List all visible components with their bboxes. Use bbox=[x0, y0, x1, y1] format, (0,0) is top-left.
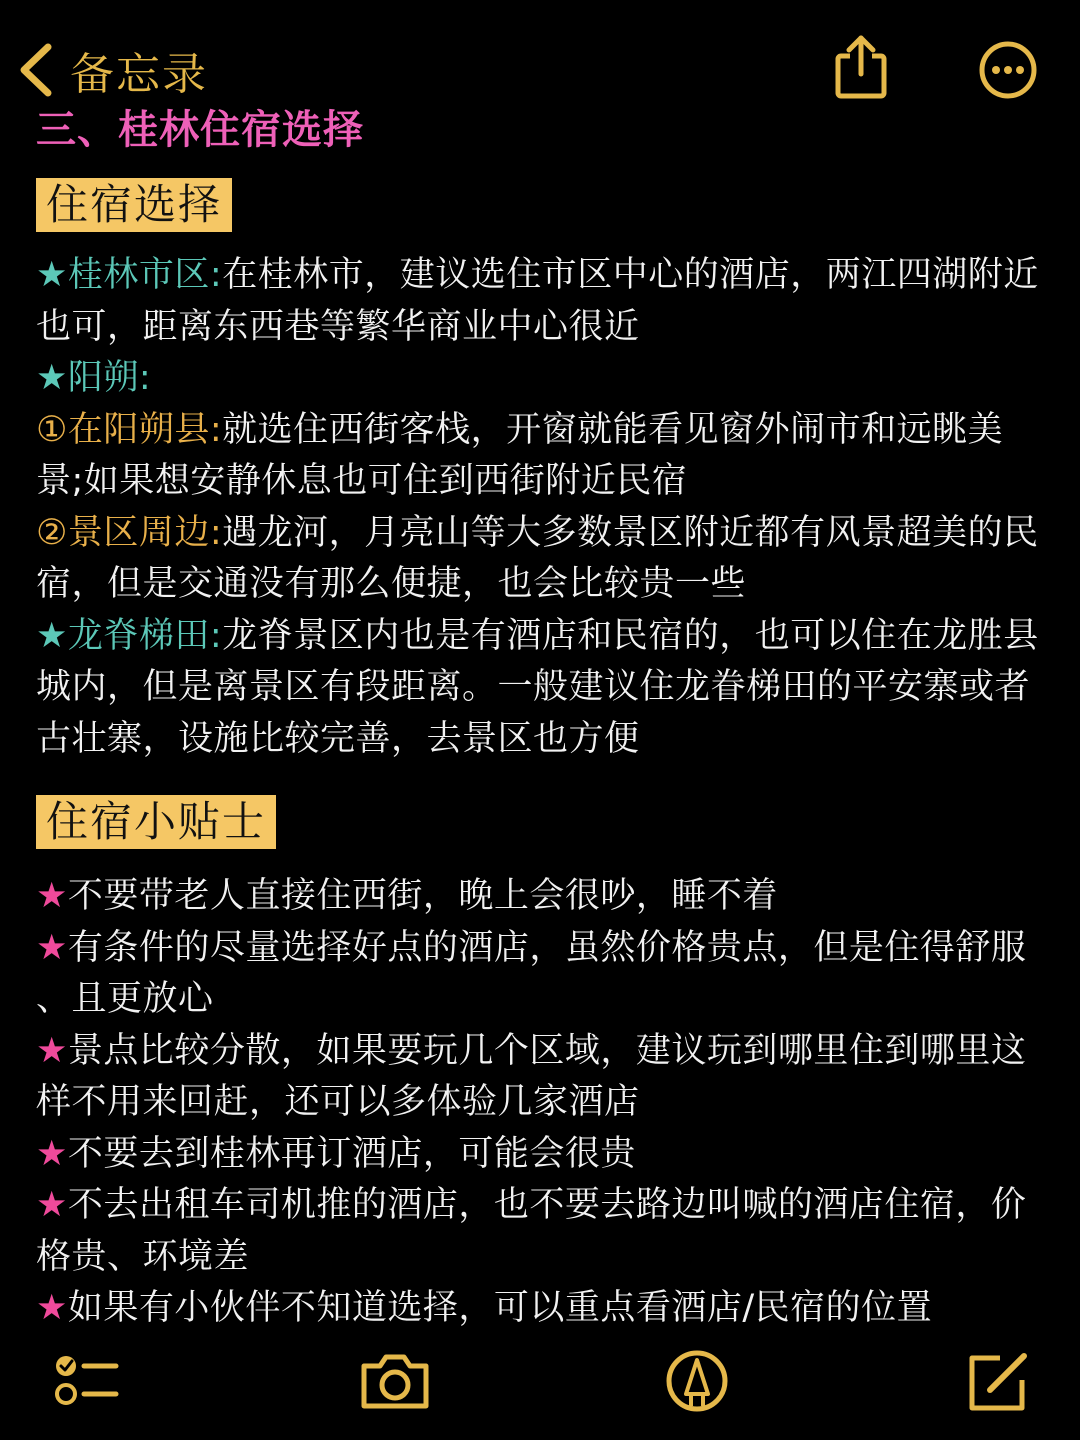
tip-text: 不去出租车司机推的酒店，也不要去路边叫喊的酒店住宿，价格贵、环境差 bbox=[36, 1185, 1027, 1277]
choice-item bbox=[36, 353, 1048, 405]
tag-accommodation-tips: 住宿小贴士 bbox=[36, 795, 276, 849]
choice-text: 龙脊景区内也是有酒店和民宿的，也可以住在龙胜县城内，但是离景区有段距离。一般建议住龙眷梯田的平安寨或者古壮寨，设施比较完善，去景区也方便 bbox=[36, 615, 1039, 759]
choice-key: ①在阳朔县: bbox=[36, 409, 223, 450]
chevron-left-icon bbox=[16, 41, 56, 99]
share-button[interactable] bbox=[832, 34, 890, 104]
tip-item bbox=[36, 871, 1048, 923]
top-nav-bar bbox=[0, 0, 1080, 100]
share-icon bbox=[832, 34, 890, 100]
choice-key: ②景区周边: bbox=[36, 512, 223, 553]
checklist-icon bbox=[52, 1348, 122, 1414]
more-button[interactable] bbox=[976, 40, 1040, 104]
back-button[interactable] bbox=[16, 38, 208, 102]
tip-text: 有条件的尽量选择好点的酒店，虽然价格贵点，但是住得舒服 、且更放心 bbox=[36, 927, 1027, 1019]
choice-key: 龙脊梯田: bbox=[67, 615, 223, 656]
compose-icon bbox=[964, 1348, 1034, 1414]
markup-button[interactable] bbox=[664, 1348, 730, 1418]
tip-item bbox=[36, 1283, 1048, 1335]
choice-item bbox=[36, 611, 1048, 766]
checklist-button[interactable] bbox=[52, 1348, 122, 1418]
choice-text: 遇龙河，月亮山等大多数景区附近都有风景超美的民宿，但是交通没有那么便捷，也会比较贵一些 bbox=[36, 512, 1039, 604]
tip-text: 如果有小伙伴不知道选择，可以重点看酒店/民宿的位置 bbox=[67, 1288, 933, 1328]
back-label: 备忘录 bbox=[70, 49, 208, 100]
choice-item bbox=[36, 508, 1048, 611]
star-icon: ★ bbox=[36, 358, 68, 398]
star-icon: ★ bbox=[36, 615, 68, 656]
tips-list bbox=[36, 871, 1048, 1335]
camera-icon bbox=[358, 1348, 432, 1414]
choice-list bbox=[36, 250, 1048, 765]
choice-key: 桂林市区: bbox=[67, 255, 223, 295]
choice-key: 阳朔: bbox=[67, 358, 152, 398]
markup-pen-icon bbox=[664, 1348, 730, 1414]
star-icon: ★ bbox=[36, 876, 68, 916]
section-title: 三、桂林住宿选择 bbox=[36, 107, 364, 153]
star-icon: ★ bbox=[36, 1030, 68, 1071]
bottom-toolbar bbox=[0, 1330, 1080, 1440]
more-icon bbox=[976, 40, 1040, 100]
note-body[interactable] bbox=[36, 100, 1048, 1335]
choice-item bbox=[36, 250, 1048, 353]
star-icon: ★ bbox=[36, 1185, 68, 1225]
star-icon: ★ bbox=[36, 927, 68, 968]
tip-text: 不要带老人直接住西街，晚上会很吵，睡不着 bbox=[67, 876, 778, 916]
choice-item bbox=[36, 405, 1048, 508]
star-icon: ★ bbox=[36, 1288, 68, 1328]
camera-button[interactable] bbox=[358, 1348, 432, 1418]
tag-accommodation-choice: 住宿选择 bbox=[36, 178, 232, 232]
compose-button[interactable] bbox=[964, 1348, 1034, 1418]
tip-item bbox=[36, 923, 1048, 1026]
tip-item bbox=[36, 1129, 1048, 1181]
choice-text: 在桂林市，建议选住市区中心的酒店，两江四湖附近也可，距离东西巷等繁华商业中心很近 bbox=[36, 255, 1039, 347]
star-icon: ★ bbox=[36, 1133, 68, 1174]
tip-item bbox=[36, 1180, 1048, 1283]
star-icon: ★ bbox=[36, 255, 68, 295]
choice-text: 就选住西街客栈，开窗就能看见窗外闹市和远眺美景;如果想安静休息也可住到西街附近民宿 bbox=[36, 409, 1004, 501]
tip-text: 不要去到桂林再订酒店，可能会很贵 bbox=[67, 1133, 636, 1174]
tip-text: 景点比较分散，如果要玩几个区域，建议玩到哪里住到哪里这样不用来回赶，还可以多体验几家酒店 bbox=[36, 1030, 1027, 1122]
tip-item bbox=[36, 1026, 1048, 1129]
